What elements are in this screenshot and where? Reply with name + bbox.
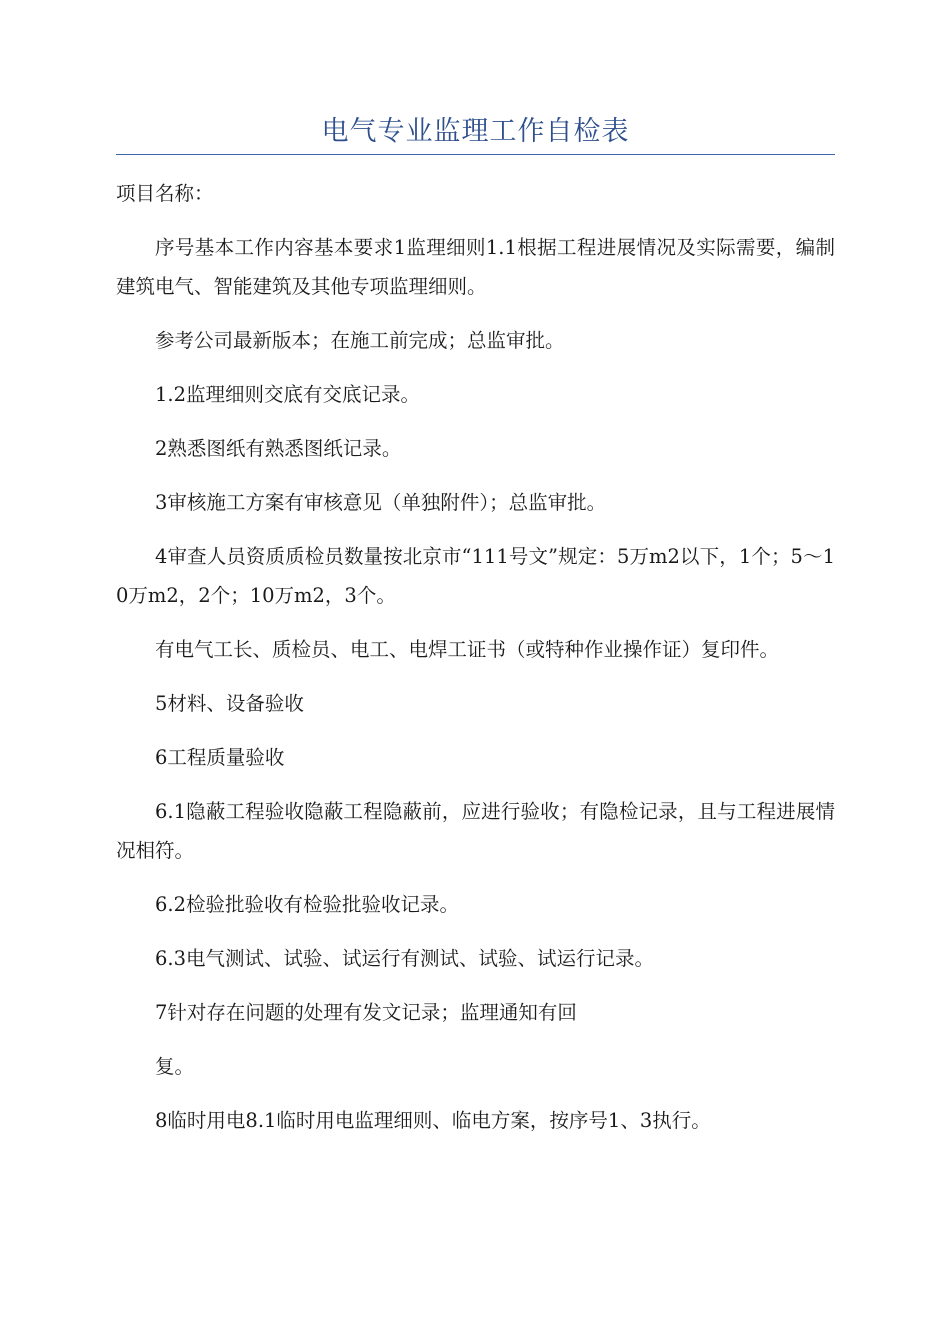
paragraph-3: 1.2监理细则交底有交底记录。 [155, 383, 421, 406]
paragraph-15: 8临时用电8.1临时用电监理细则、临电方案，按序号1、3执行。 [155, 1109, 711, 1132]
paragraph-4: 2熟悉图纸有熟悉图纸记录。 [155, 437, 402, 460]
paragraph-1: 序号基本工作内容基本要求1监理细则1.1根据工程进展情况及实际需要，编制建筑电气、智能建筑及其他专项监理细则。 [116, 236, 835, 298]
document-body [116, 174, 835, 1155]
paragraph-2: 参考公司最新版本；在施工前完成；总监审批。 [155, 329, 565, 352]
paragraph-6: 4审查人员资质质检员数量按北京市“111号文”规定：5万m2以下，1个；5～10万m2，2个；10万m2，3个。 [116, 545, 835, 607]
paragraph-7: 有电气工长、质检员、电工、电焊工证书（或特种作业操作证）复印件。 [155, 638, 780, 661]
paragraph-9: 6工程质量验收 [155, 746, 285, 769]
document-title: 电气专业监理工作自检表 [321, 116, 630, 147]
paragraph-5: 3审核施工方案有审核意见（单独附件）；总监审批。 [155, 491, 607, 514]
paragraph-12: 6.3电气测试、试验、试运行有测试、试验、试运行记录。 [155, 947, 655, 970]
paragraph-14: 复。 [155, 1055, 195, 1078]
paragraph-11: 6.2检验批验收有检验批验收记录。 [155, 893, 460, 916]
paragraph-10: 6.1隐蔽工程验收隐蔽工程隐蔽前，应进行验收；有隐检记录，且与工程进展情况相符。 [116, 800, 835, 862]
paragraph-8: 5材料、设备验收 [155, 692, 304, 715]
paragraph-13: 7针对存在问题的处理有发文记录；监理通知有回 [155, 1001, 577, 1024]
title-underline [116, 154, 835, 155]
project-name-label: 项目名称： [116, 182, 214, 205]
